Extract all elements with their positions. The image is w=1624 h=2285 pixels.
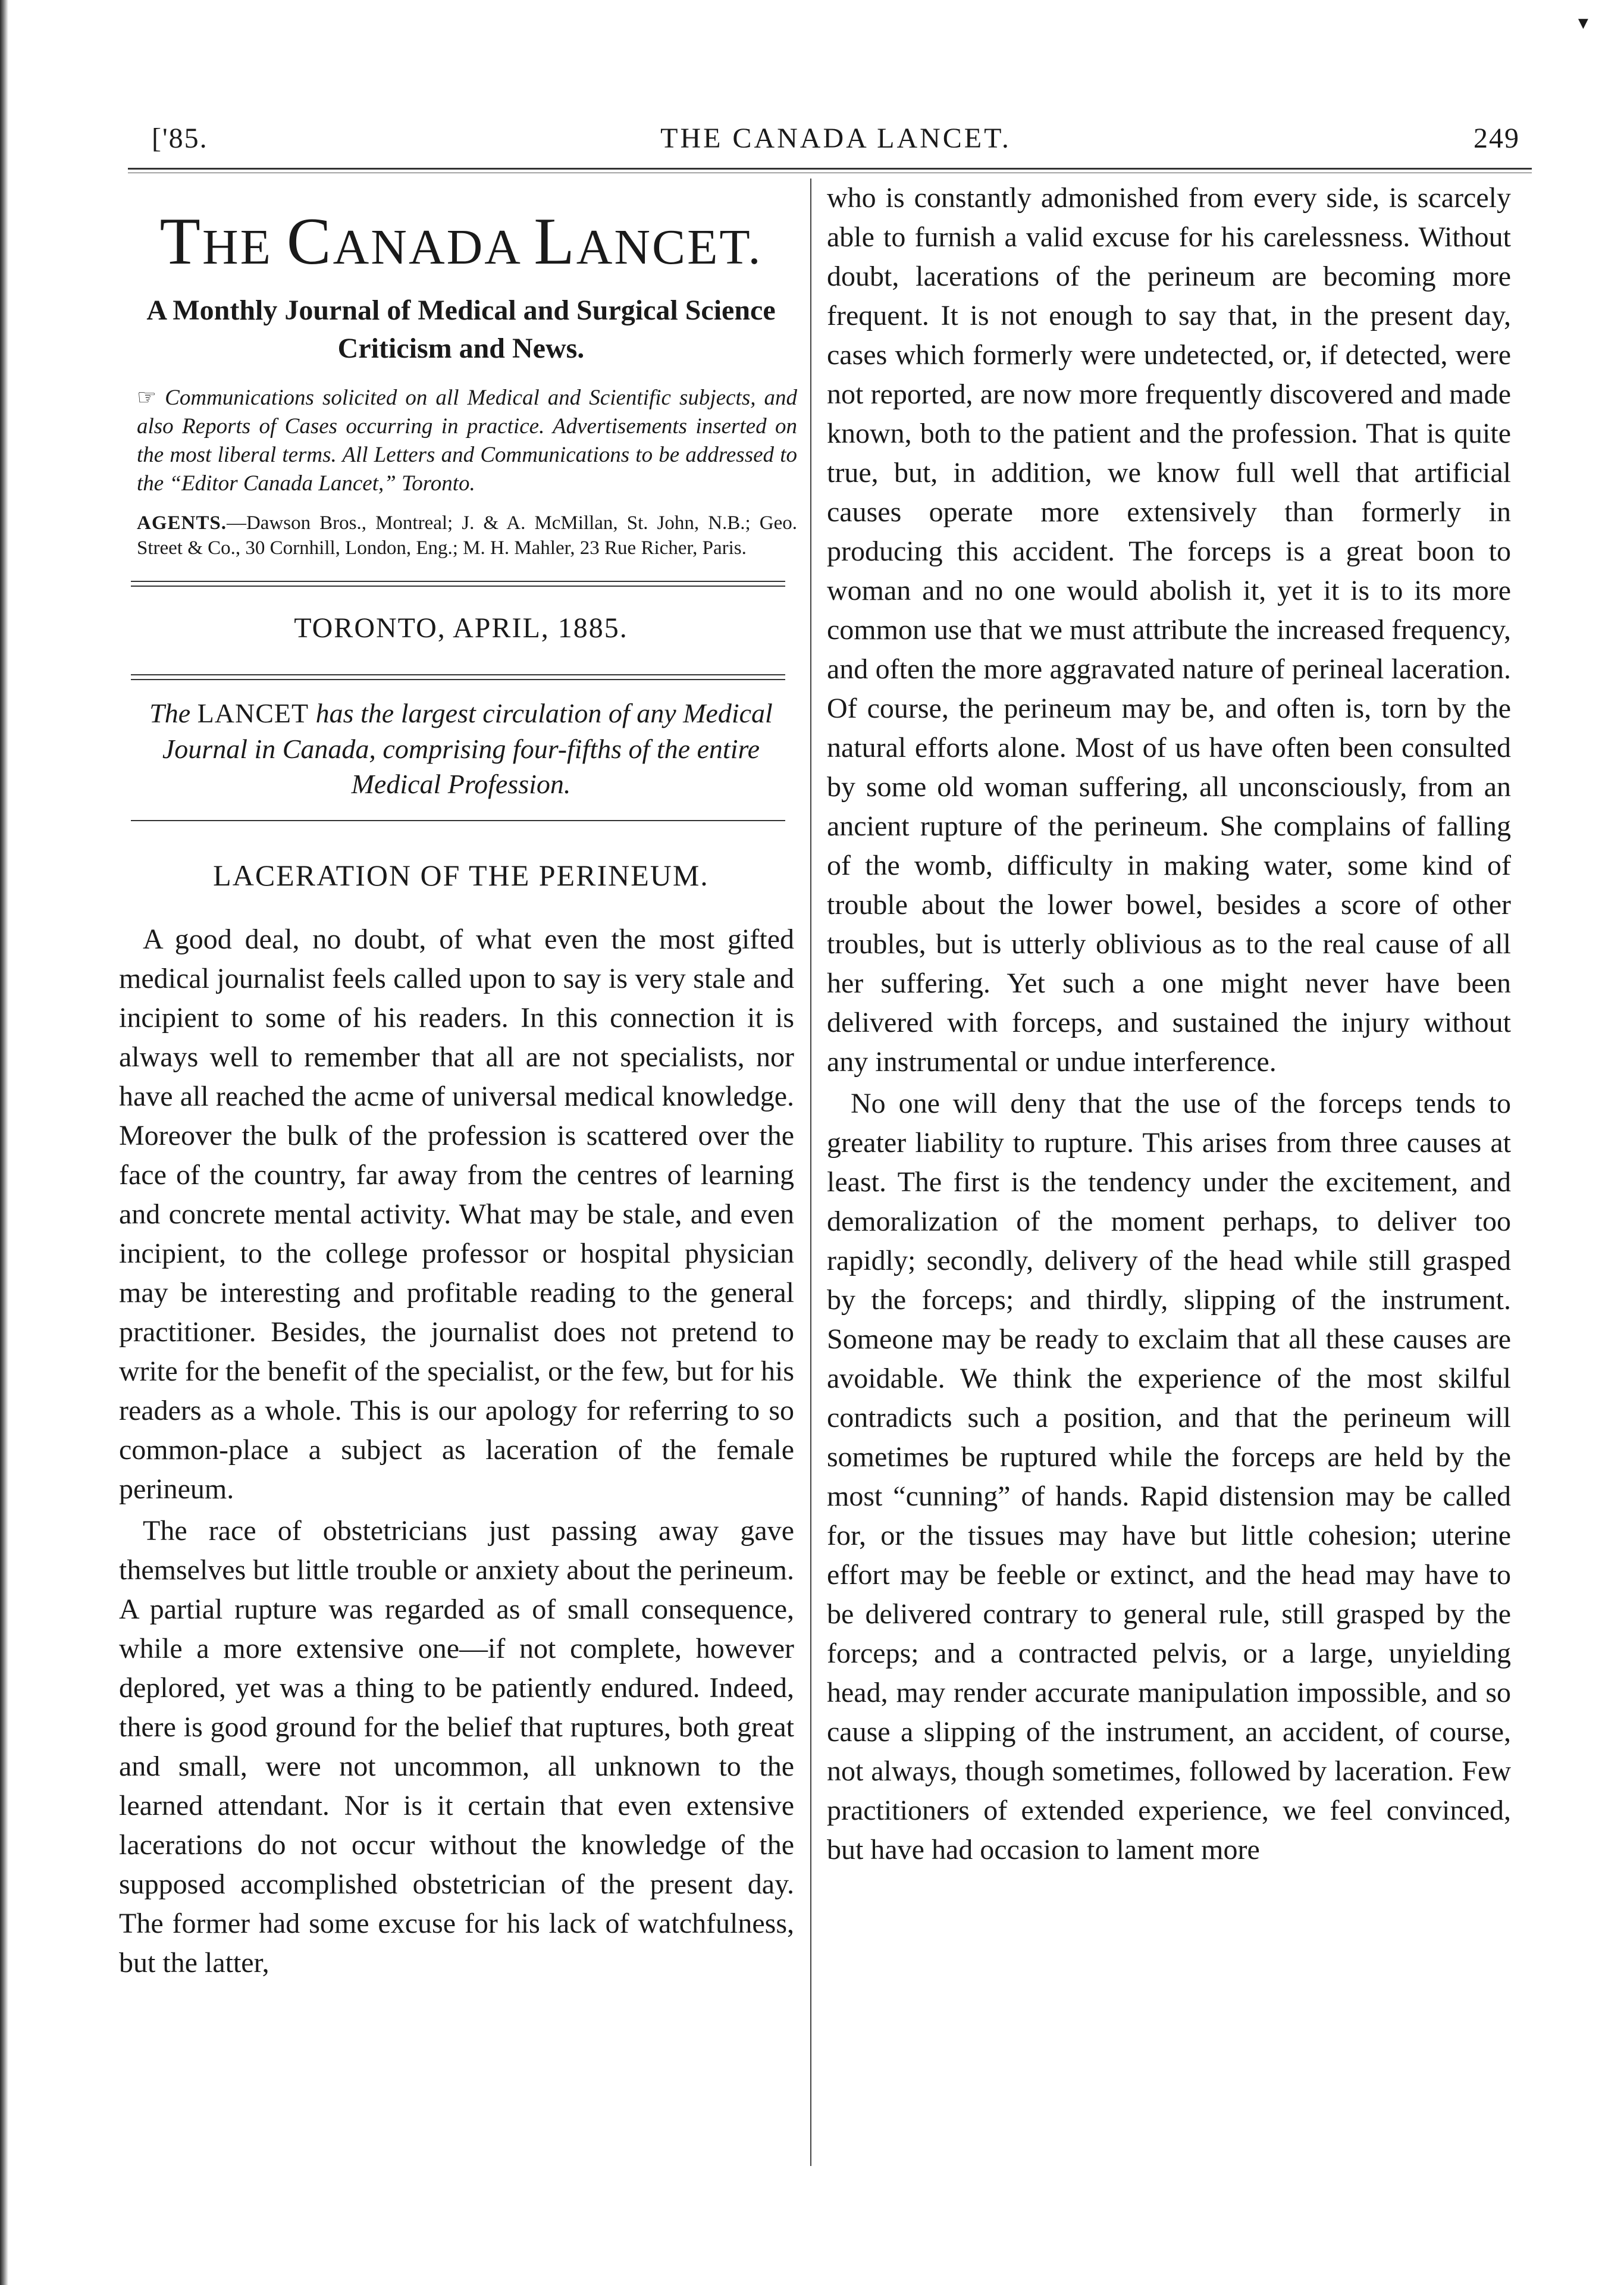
article-paragraph: who is constantly admonished from every side, is scarcely able to furnish a valid excuse for his carelessness. Without doubt, lacerations of the perineum are becoming more frequent. It is not enough to say that, in the present day, cases which formerly were undetected, or, if detected, were not reported, are now more frequently discovered and made known, both to the patient and the profession. That is quite true, but, in addition, we know full well that artificial causes operate more extensively than formerly in producing this accident. The forceps is a great boon to woman and no one would abolish it, yet it is to its more common use that we must attribute the increased frequency, and often the more aggravated nature of perineal laceration. Of course, the perineum may be, and often is, torn by the natural efforts alone. Most of us have often been consulted by some old woman suffering, all unconsciously, from an ancient rupture of the perineum. She complains of falling of the womb, difficulty in making water, some kind of trouble about the lower bowel, besides a score of other troubles, but is utterly oblivious as to the real cause of all her suffering. Yet such a one might never have been delivered with forceps, and sustained the injury without any instrumental or undue interference. (827, 182, 1511, 1078)
header-journal-title: THE CANADA LANCET. (660, 123, 1011, 154)
circulation-notice: The LANCET has the largest circulation of any Medical Journal in Canada, comprising four-fifths of the entire Medical Profession. (149, 697, 773, 800)
right-column (827, 179, 1511, 1870)
notice-text: Communications solicited on all Medical and Scientific subjects, and also Reports of Cases occurring in practice. Advertisements inserted on the most liberal terms. All Letters and Communications to be addressed to the “Editor Canada Lancet,” Toronto. (137, 385, 797, 496)
agents-label: AGENTS. (137, 512, 227, 534)
article-paragraph: A good deal, no doubt, of what even the most gifted medical journalist feels called upon to say is very stale and incipient to some of his readers. In this connection it is always well to remember that all are not specialists, nor have all reached the acme of universal medical knowledge. Moreover the bulk of the profession is scattered over the face of the country, far away from the centres of learning and concrete mental activity. What may be stale, and even incipient, to the college professor or hospital physician may be interesting and profitable reading to the general practitioner. Besides, the journalist does not pretend to write for the benefit of the specialist, or the few, but for his readers as a whole. This is our apology for referring to so common-place a subject as laceration of the female perineum. (119, 924, 794, 1505)
pointing-hand-icon: ☞ (137, 385, 157, 410)
section-rule (131, 820, 785, 821)
header-rule (128, 168, 1532, 170)
editorial-notice (137, 384, 797, 498)
running-header (152, 122, 1520, 164)
corner-mark: ▾ (1578, 12, 1588, 34)
masthead-subtitle: A Monthly Journal of Medical and Surgical Science Criticism and News. (146, 295, 776, 364)
column-divider (810, 179, 811, 2166)
header-year: ['85. (152, 123, 208, 154)
dateline: TORONTO, APRIL, 1885. (294, 612, 628, 644)
section-rule (131, 581, 785, 587)
agents-text: —Dawson Bros., Montreal; J. & A. McMillan, St. John, N.B.; Geo. Street & Co., 30 Cornhill, London, Eng.; M. H. Mahler, 23 Rue Richer, Paris. (137, 512, 797, 559)
article-title: LACERATION OF THE PERINEUM. (213, 859, 709, 893)
masthead-title: THE CANADA LANCET. (159, 205, 763, 278)
page-number: 249 (1473, 123, 1520, 154)
section-rule (131, 674, 785, 680)
article-paragraph: The race of obstetricians just passing away gave themselves but little trouble or anxiety about the perineum. A partial rupture was regarded as of small consequence, while a more extensive one—if not complete, however deplored, yet was a thing to be patiently endured. Indeed, there is good ground for the belief that ruptures, both great and small, were not uncommon, all unknown to the learned attendant. Nor is it certain that even extensive lacerations do not occur without the knowledge of the supposed accomplished obstetrician of the present day. The former had some excuse for his lack of watchfulness, but the latter, (119, 1515, 794, 1979)
page-edge-scan-shadow (0, 0, 8, 2285)
article-paragraph: No one will deny that the use of the forceps tends to greater liability to rupture. This arises from three causes at least. The first is the tendency under the excitement, and demoralization of the moment perhaps, to deliver too rapidly; secondly, delivery of the head while still grasped by the forceps; and thirdly, slipping of the instrument. Someone may be ready to exclaim that all these causes are avoidable. We think the experience of the most skilful contradicts such a position, and that the perineum will sometimes be ruptured while the forceps are held by the most “cunning” of hands. Rapid distension may be called for, or the tissues may have but little cohesion; uterine effort may be feeble or extinct, and the head may have to be delivered contrary to general rule, still grasped by the forceps; and a contracted pelvis, or a large, unyielding head, may render accurate manipulation impossible, and so cause a slipping of the instrument, an accident, of course, not always, though sometimes, followed by laceration. Few practitioners of extended experience, we feel convinced, but have had occasion to lament more (827, 1088, 1511, 1865)
agents-notice (137, 511, 797, 561)
left-column (119, 179, 803, 1983)
